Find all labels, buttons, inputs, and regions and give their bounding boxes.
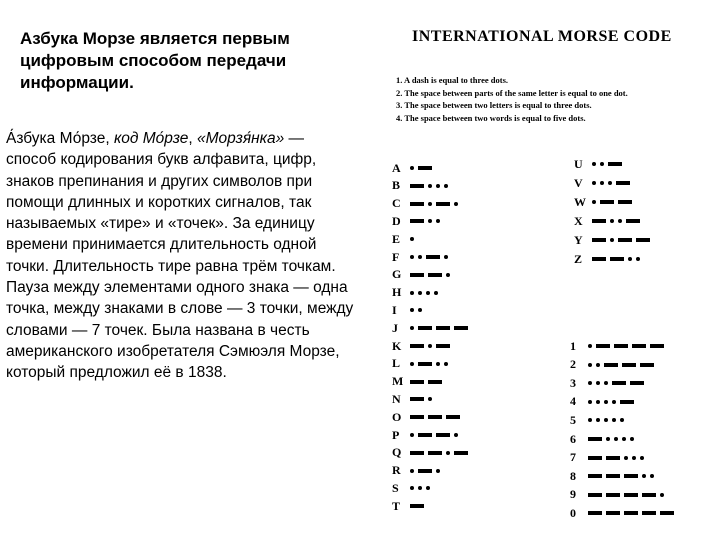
morse-dot — [592, 181, 596, 185]
morse-dot — [428, 397, 432, 401]
morse-dot — [610, 219, 614, 223]
morse-dash — [418, 433, 432, 437]
morse-row-f — [392, 251, 448, 263]
morse-dot — [444, 184, 448, 188]
morse-dot — [410, 308, 414, 312]
morse-dash — [410, 184, 424, 188]
morse-dash — [622, 363, 636, 367]
morse-char: R — [392, 463, 401, 478]
morse-char: M — [392, 374, 404, 389]
rule-item: 1. A dash is equal to three dots. — [396, 75, 509, 85]
morse-marks — [588, 363, 654, 367]
morse-dash — [624, 474, 638, 478]
morse-marks — [410, 344, 450, 348]
morse-dash — [642, 511, 656, 515]
morse-char: I — [392, 302, 397, 317]
morse-marks — [410, 397, 432, 401]
morse-dot — [592, 162, 596, 166]
morse-marks — [588, 400, 634, 404]
morse-dash — [660, 511, 674, 515]
alt-name-code: код Мо́рзе — [113, 130, 189, 147]
morse-dot — [588, 363, 592, 367]
morse-row-n — [392, 393, 432, 405]
morse-dot — [426, 291, 430, 295]
morse-dash — [610, 257, 624, 261]
morse-row-r — [392, 465, 440, 477]
morse-dash — [608, 162, 622, 166]
morse-row-0 — [570, 507, 674, 519]
morse-marks — [410, 486, 430, 490]
morse-dash — [454, 326, 468, 330]
morse-marks — [588, 456, 644, 460]
morse-row-5 — [570, 414, 624, 426]
morse-dash — [630, 381, 644, 385]
morse-char: 4 — [570, 394, 576, 409]
morse-dot — [642, 474, 646, 478]
morse-dot — [614, 437, 618, 441]
morse-marks — [410, 469, 440, 473]
morse-dash — [606, 474, 620, 478]
morse-dot — [410, 486, 414, 490]
morse-dash — [428, 273, 442, 277]
morse-dot — [612, 400, 616, 404]
morse-dot — [612, 418, 616, 422]
description-paragraph — [6, 128, 358, 384]
morse-dash — [650, 344, 664, 348]
morse-dot — [428, 344, 432, 348]
morse-dot — [410, 237, 414, 241]
morse-dot — [604, 400, 608, 404]
morse-dash — [436, 326, 450, 330]
morse-dash — [592, 238, 606, 242]
morse-row-k — [392, 340, 450, 352]
morse-dash — [632, 344, 646, 348]
morse-char: A — [392, 160, 401, 175]
morse-dot — [640, 456, 644, 460]
morse-dot — [650, 474, 654, 478]
morse-marks — [410, 326, 468, 330]
morse-dot — [618, 219, 622, 223]
morse-dash — [614, 344, 628, 348]
morse-dash — [428, 380, 442, 384]
morse-dot — [454, 433, 458, 437]
morse-dash — [410, 415, 424, 419]
morse-marks — [410, 415, 460, 419]
morse-dash — [588, 474, 602, 478]
morse-marks — [588, 474, 654, 478]
morse-char: U — [574, 156, 583, 171]
morse-dot — [608, 181, 612, 185]
morse-dash — [588, 511, 602, 515]
morse-marks — [410, 451, 468, 455]
morse-dot — [596, 400, 600, 404]
rule-item: 2. The space between parts of the same letter is equal to one dot. — [396, 87, 628, 98]
paragraph-rest: — способ кодирования букв алфавита, цифр, знаков препинания и других символов при помощи длинных и коротких сигналов, так называемых «тире» и «точек». За единицу времени принимается длительность одной точки. Длительность тире равна трём точкам. Пауза между элементами одного знака — одна точка, между знаками в слове — 3 точки, между словами — 7 точек. Была названа в честь американского изобретателя Сэмюэля Морзе, который предложил её в 1838. — [6, 130, 354, 382]
rule-item: 4. The space between two words is equal to five dots. — [396, 112, 586, 123]
morse-dash — [588, 493, 602, 497]
morse-row-o — [392, 411, 460, 423]
morse-dot — [596, 381, 600, 385]
morse-dash — [454, 451, 468, 455]
morse-char: P — [392, 427, 400, 442]
morse-dot — [620, 418, 624, 422]
morse-dash — [606, 511, 620, 515]
morse-marks — [410, 202, 458, 206]
morse-dot — [446, 451, 450, 455]
morse-dash — [418, 166, 432, 170]
morse-dash — [636, 238, 650, 242]
morse-char: 0 — [570, 505, 576, 520]
morse-dot — [410, 433, 414, 437]
morse-char: 5 — [570, 412, 576, 427]
morse-dot — [446, 273, 450, 277]
morse-dot — [418, 308, 422, 312]
morse-marks — [410, 308, 422, 312]
morse-char: 3 — [570, 375, 576, 390]
morse-dash — [618, 238, 632, 242]
morse-dot — [410, 166, 414, 170]
morse-char: Q — [392, 445, 402, 460]
morse-dash — [418, 362, 432, 366]
morse-row-9 — [570, 489, 664, 501]
morse-marks — [410, 184, 448, 188]
morse-dash — [410, 202, 424, 206]
morse-marks — [410, 433, 458, 437]
morse-dash — [410, 451, 424, 455]
morse-row-u — [574, 158, 622, 170]
morse-dot — [434, 291, 438, 295]
morse-char: E — [392, 231, 401, 246]
morse-row-2 — [570, 359, 654, 371]
morse-marks — [410, 362, 448, 366]
morse-marks — [410, 380, 442, 384]
morse-marks — [588, 344, 664, 348]
morse-dot — [410, 326, 414, 330]
morse-row-i — [392, 304, 422, 316]
morse-row-3 — [570, 377, 644, 389]
morse-row-l — [392, 358, 448, 370]
morse-char: V — [574, 175, 583, 190]
morse-row-t — [392, 500, 424, 512]
morse-char: W — [574, 194, 586, 209]
morse-dot — [428, 202, 432, 206]
morse-dot — [606, 437, 610, 441]
morse-row-e — [392, 233, 414, 245]
morse-char: F — [392, 249, 400, 264]
morse-dot — [418, 291, 422, 295]
morse-dash — [642, 493, 656, 497]
morse-marks — [592, 200, 632, 204]
morse-dot — [436, 219, 440, 223]
morse-marks — [592, 181, 630, 185]
morse-char: Z — [574, 251, 583, 266]
morse-row-v — [574, 177, 630, 189]
morse-dash — [418, 469, 432, 473]
morse-dot — [628, 257, 632, 261]
morse-dot — [444, 255, 448, 259]
morse-dash — [620, 400, 634, 404]
morse-char: 8 — [570, 468, 576, 483]
morse-char: X — [574, 213, 583, 228]
morse-marks — [588, 511, 674, 515]
morse-marks — [592, 257, 640, 261]
morse-dash — [428, 451, 442, 455]
morse-dot — [660, 493, 664, 497]
morse-dot — [436, 362, 440, 366]
morse-row-d — [392, 215, 440, 227]
morse-dash — [410, 219, 424, 223]
morse-dash — [600, 200, 614, 204]
morse-row-x — [574, 215, 640, 227]
morse-row-a — [392, 162, 432, 174]
morse-char: Y — [574, 232, 583, 247]
morse-row-4 — [570, 396, 634, 408]
morse-char: 7 — [570, 450, 576, 465]
morse-dot — [410, 362, 414, 366]
morse-dot — [436, 469, 440, 473]
morse-dash — [624, 493, 638, 497]
morse-marks — [410, 255, 448, 259]
morse-row-z — [574, 253, 640, 265]
morse-dash — [604, 363, 618, 367]
morse-dot — [596, 418, 600, 422]
morse-marks — [588, 437, 634, 441]
morse-marks — [410, 219, 440, 223]
morse-dot — [428, 184, 432, 188]
morse-dash — [640, 363, 654, 367]
morse-dash — [436, 433, 450, 437]
morse-dot — [596, 363, 600, 367]
morse-char: S — [392, 480, 399, 495]
morse-row-b — [392, 180, 448, 192]
morse-char: 9 — [570, 487, 576, 502]
morse-char: B — [392, 178, 401, 193]
morse-dash — [418, 326, 432, 330]
morse-row-s — [392, 482, 430, 494]
morse-marks — [592, 219, 640, 223]
morse-marks — [410, 504, 424, 508]
morse-dot — [610, 238, 614, 242]
morse-dot — [630, 437, 634, 441]
morse-dash — [612, 381, 626, 385]
morse-row-6 — [570, 433, 634, 445]
morse-dot — [588, 400, 592, 404]
morse-dash — [592, 219, 606, 223]
morse-char: L — [392, 356, 401, 371]
morse-row-p — [392, 429, 458, 441]
morse-marks — [588, 418, 624, 422]
morse-dash — [606, 493, 620, 497]
morse-dot — [604, 381, 608, 385]
morse-dot — [428, 219, 432, 223]
morse-dash — [626, 219, 640, 223]
morse-dot — [436, 184, 440, 188]
morse-chart-title: INTERNATIONAL MORSE CODE — [412, 28, 672, 45]
morse-dot — [418, 486, 422, 490]
morse-dash — [606, 456, 620, 460]
morse-dash — [436, 202, 450, 206]
morse-char: T — [392, 498, 401, 513]
morse-rules-list — [396, 74, 716, 124]
morse-dot — [410, 255, 414, 259]
morse-marks — [592, 162, 622, 166]
morse-row-c — [392, 198, 458, 210]
morse-dot — [622, 437, 626, 441]
morse-char: 2 — [570, 357, 576, 372]
morse-dash — [596, 344, 610, 348]
term: А́збука Мо́рзе — [6, 130, 106, 147]
morse-dot — [600, 181, 604, 185]
morse-dash — [618, 200, 632, 204]
morse-row-7 — [570, 452, 644, 464]
morse-dot — [588, 344, 592, 348]
slide-heading: Азбука Морзе является первым цифровым способом передачи информации. — [20, 29, 290, 92]
morse-char: C — [392, 196, 401, 211]
morse-dash — [588, 437, 602, 441]
morse-dash — [410, 344, 424, 348]
morse-dot — [588, 381, 592, 385]
morse-marks — [410, 273, 450, 277]
morse-dash — [426, 255, 440, 259]
morse-marks — [410, 291, 438, 295]
morse-dash — [410, 504, 424, 508]
morse-dot — [588, 418, 592, 422]
morse-row-m — [392, 376, 442, 388]
morse-dash — [446, 415, 460, 419]
morse-row-w — [574, 196, 632, 208]
morse-char: H — [392, 285, 402, 300]
morse-char: N — [392, 391, 401, 406]
morse-marks — [588, 493, 664, 497]
morse-dot — [418, 255, 422, 259]
morse-row-h — [392, 287, 438, 299]
morse-dash — [592, 257, 606, 261]
morse-dash — [588, 456, 602, 460]
morse-dot — [604, 418, 608, 422]
morse-dash — [616, 181, 630, 185]
morse-marks — [592, 238, 650, 242]
morse-char: K — [392, 338, 402, 353]
morse-dot — [426, 486, 430, 490]
morse-dash — [624, 511, 638, 515]
morse-char: D — [392, 213, 401, 228]
morse-row-y — [574, 234, 650, 246]
morse-row-q — [392, 447, 468, 459]
morse-dash — [410, 380, 424, 384]
morse-dot — [454, 202, 458, 206]
morse-row-g — [392, 269, 450, 281]
morse-dot — [444, 362, 448, 366]
morse-dash — [436, 344, 450, 348]
morse-marks — [588, 381, 644, 385]
alt-name-morzyanka: «Морзя́нка» — [197, 130, 285, 147]
morse-char: O — [392, 409, 402, 424]
separator: , — [105, 130, 114, 147]
morse-row-1 — [570, 340, 664, 352]
morse-dash — [410, 273, 424, 277]
morse-dot — [632, 456, 636, 460]
morse-marks — [410, 237, 414, 241]
morse-code-chart — [360, 22, 720, 540]
separator: , — [188, 130, 198, 147]
morse-dot — [624, 456, 628, 460]
morse-char: 6 — [570, 431, 576, 446]
morse-dot — [410, 291, 414, 295]
morse-dot — [600, 162, 604, 166]
morse-dash — [428, 415, 442, 419]
morse-char: J — [392, 320, 398, 335]
morse-dot — [592, 200, 596, 204]
morse-char: 1 — [570, 338, 576, 353]
morse-row-j — [392, 322, 468, 334]
morse-char: G — [392, 267, 402, 282]
rule-item: 3. The space between two letters is equal to three dots. — [396, 100, 592, 111]
morse-dot — [636, 257, 640, 261]
morse-dot — [410, 469, 414, 473]
morse-dash — [410, 397, 424, 401]
morse-row-8 — [570, 470, 654, 482]
morse-marks — [410, 166, 432, 170]
